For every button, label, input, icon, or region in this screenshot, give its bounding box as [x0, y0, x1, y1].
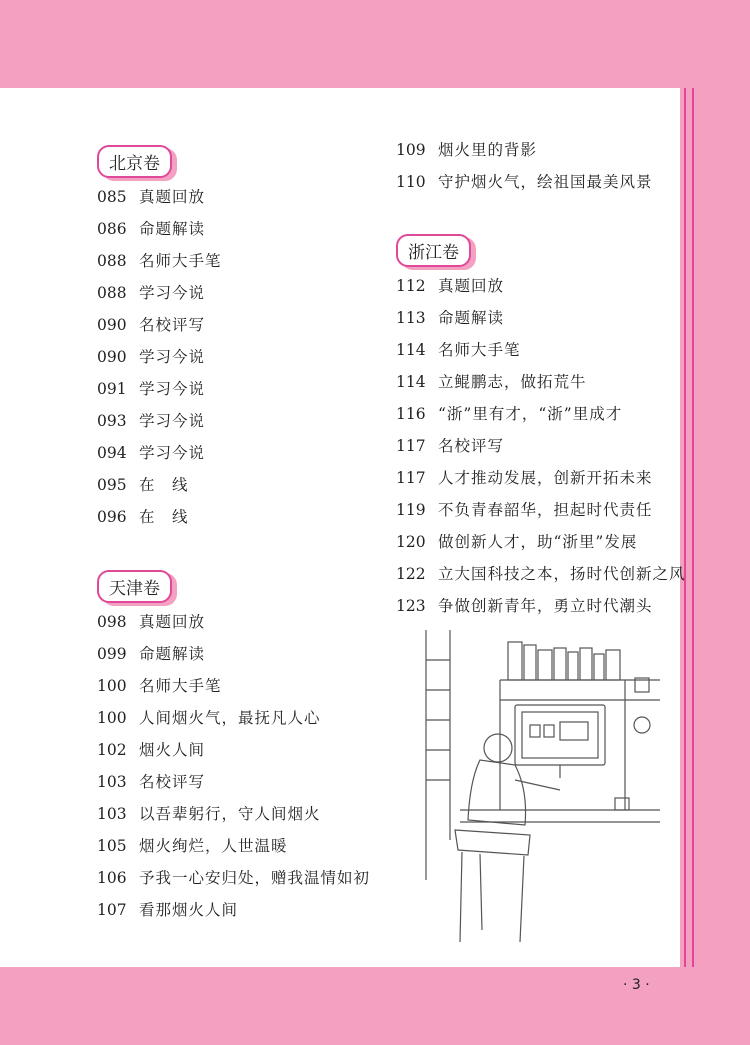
toc-page-number: 100	[97, 709, 127, 727]
toc-title: 名师大手笔	[438, 341, 521, 359]
toc-page-number: 119	[396, 501, 426, 519]
toc-title: 以吾辈躬行，守人间烟火	[139, 805, 321, 823]
toc-list-beijing	[97, 185, 222, 537]
toc-page-number: 090	[97, 348, 127, 366]
toc-page-number: 105	[97, 837, 127, 855]
toc-page-number: 096	[97, 508, 127, 526]
toc-entry	[97, 345, 222, 377]
toc-entry	[97, 377, 222, 409]
toc-entry	[396, 170, 653, 202]
toc-entry	[97, 834, 370, 866]
toc-title: 在 线	[139, 508, 189, 526]
toc-entry	[396, 562, 686, 594]
toc-title: 名校评写	[438, 437, 505, 455]
toc-page-number: 109	[396, 141, 426, 159]
toc-list-tianjin	[97, 610, 370, 930]
toc-entry	[396, 498, 686, 530]
toc-page-number: 113	[396, 309, 426, 327]
toc-title: 学习今说	[139, 412, 206, 430]
top-pink-band	[0, 0, 750, 88]
section-label-tianjin: 天津卷	[97, 570, 172, 603]
margin-rule-2	[692, 88, 694, 967]
toc-entry	[97, 441, 222, 473]
toc-title: 人才推动发展，创新开拓未来	[438, 469, 653, 487]
toc-page-number: 102	[97, 741, 127, 759]
toc-title: 命题解读	[139, 220, 206, 238]
toc-title: 烟火绚烂，人世温暖	[139, 837, 288, 855]
toc-page-number: 090	[97, 316, 127, 334]
toc-title: 学习今说	[139, 444, 206, 462]
toc-title: 命题解读	[438, 309, 505, 327]
toc-entry	[97, 185, 222, 217]
toc-title: 人间烟火气，最抚凡人心	[139, 709, 321, 727]
toc-title: 不负青春韶华，担起时代责任	[438, 501, 653, 519]
toc-entry	[97, 866, 370, 898]
toc-entry	[97, 610, 370, 642]
page-number: · 3 ·	[623, 977, 650, 993]
toc-entry	[97, 674, 370, 706]
right-column-lower	[396, 234, 686, 626]
toc-title: 立大国科技之本，扬时代创新之风	[438, 565, 686, 583]
toc-page-number: 110	[396, 173, 426, 191]
toc-page-number: 122	[396, 565, 426, 583]
toc-title: 学习今说	[139, 284, 206, 302]
toc-page-number: 086	[97, 220, 127, 238]
toc-entry	[396, 338, 686, 370]
toc-title: 烟火人间	[139, 741, 206, 759]
toc-title: 守护烟火气，绘祖国最美风景	[438, 173, 653, 191]
section-label-zhejiang: 浙江卷	[396, 234, 471, 267]
toc-title: 名校评写	[139, 773, 206, 791]
toc-entry	[396, 274, 686, 306]
toc-entry	[97, 281, 222, 313]
toc-entry	[97, 706, 370, 738]
toc-entry	[97, 409, 222, 441]
toc-page-number: 100	[97, 677, 127, 695]
toc-page-number: 088	[97, 284, 127, 302]
right-column	[396, 138, 653, 202]
toc-page-number: 106	[97, 869, 127, 887]
toc-page-number: 112	[396, 277, 426, 295]
toc-page-number: 088	[97, 252, 127, 270]
toc-page-number: 103	[97, 773, 127, 791]
toc-page-number: 085	[97, 188, 127, 206]
toc-entry	[97, 802, 370, 834]
student-at-computer-illustration	[420, 630, 665, 952]
toc-list-zhejiang	[396, 274, 686, 626]
toc-title: 在 线	[139, 476, 189, 494]
toc-entry	[97, 473, 222, 505]
toc-entry	[396, 370, 686, 402]
toc-entry	[396, 530, 686, 562]
toc-title: 烟火里的背影	[438, 141, 538, 159]
toc-entry	[97, 770, 370, 802]
toc-page-number: 117	[396, 469, 426, 487]
toc-title: 真题回放	[139, 188, 206, 206]
toc-entry	[97, 505, 222, 537]
toc-entry	[396, 402, 686, 434]
toc-entry	[97, 642, 370, 674]
toc-title: 争做创新青年，勇立时代潮头	[438, 597, 653, 615]
toc-entry	[97, 898, 370, 930]
toc-page-number: 098	[97, 613, 127, 631]
toc-page-number: 120	[396, 533, 426, 551]
toc-title: 命题解读	[139, 645, 206, 663]
toc-entry	[396, 594, 686, 626]
toc-title: 名师大手笔	[139, 252, 222, 270]
toc-title: “浙”里有才，“浙”里成才	[438, 405, 623, 423]
toc-page-number: 114	[396, 341, 426, 359]
toc-page-number: 095	[97, 476, 127, 494]
toc-title: 做创新人才，助“浙里”发展	[438, 533, 638, 551]
toc-list-tianjin-continued	[396, 138, 653, 202]
toc-entry	[396, 434, 686, 466]
toc-page-number: 099	[97, 645, 127, 663]
toc-title: 学习今说	[139, 348, 206, 366]
toc-title: 名校评写	[139, 316, 206, 334]
left-column-lower	[97, 570, 370, 930]
toc-title: 真题回放	[139, 613, 206, 631]
toc-entry	[396, 138, 653, 170]
toc-page-number: 091	[97, 380, 127, 398]
toc-page-number: 123	[396, 597, 426, 615]
toc-title: 学习今说	[139, 380, 206, 398]
toc-title: 名师大手笔	[139, 677, 222, 695]
toc-entry	[97, 313, 222, 345]
toc-title: 看那烟火人间	[139, 901, 239, 919]
toc-title: 立鲲鹏志，做拓荒牛	[438, 373, 587, 391]
toc-page-number: 103	[97, 805, 127, 823]
toc-page-number: 107	[97, 901, 127, 919]
toc-page-number: 116	[396, 405, 426, 423]
toc-title: 予我一心安归处，赠我温情如初	[139, 869, 371, 887]
toc-entry	[396, 466, 686, 498]
toc-entry	[97, 249, 222, 281]
section-label-beijing: 北京卷	[97, 145, 172, 178]
toc-entry	[97, 217, 222, 249]
toc-entry	[97, 738, 370, 770]
left-column	[97, 145, 222, 537]
toc-page-number: 093	[97, 412, 127, 430]
toc-page-number: 094	[97, 444, 127, 462]
toc-page-number: 117	[396, 437, 426, 455]
toc-title: 真题回放	[438, 277, 505, 295]
toc-entry	[396, 306, 686, 338]
toc-page-number: 114	[396, 373, 426, 391]
